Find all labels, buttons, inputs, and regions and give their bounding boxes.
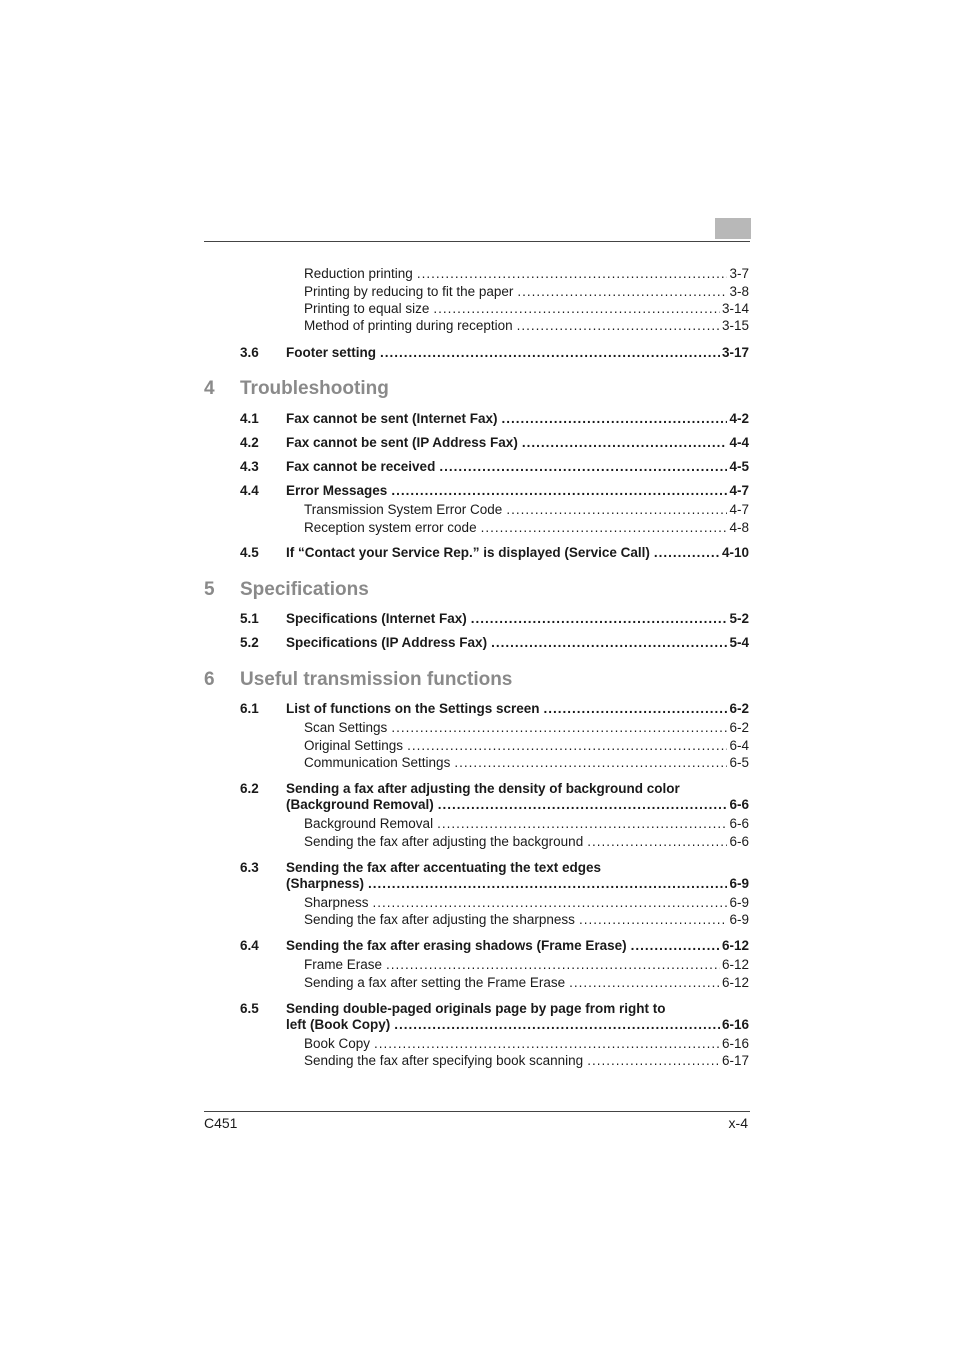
toc-entry-title: Specifications (IP Address Fax) (286, 635, 488, 650)
dot-leader (368, 876, 727, 891)
dot-leader (438, 797, 728, 812)
dot-leader (471, 611, 728, 626)
toc-entry-scan-settings[interactable] (304, 720, 749, 735)
toc-entry-title-line1: Sending a fax after adjusting the density of background color (286, 781, 680, 796)
toc-entry-set-frame-erase[interactable] (304, 975, 749, 990)
toc-entry-page: 6-9 (729, 895, 749, 910)
toc-entry-title: Sending the fax after erasing shadows (Frame Erase) (286, 938, 627, 953)
toc-section-6-2[interactable] (286, 797, 749, 812)
header-rule (204, 241, 750, 242)
toc-entry-page: 3-15 (721, 318, 749, 333)
dot-leader (373, 895, 728, 910)
toc-section-6-3[interactable] (286, 876, 749, 891)
section-number: 4.1 (240, 411, 259, 426)
dot-leader (439, 459, 727, 474)
toc-section-4-2[interactable] (286, 435, 749, 450)
toc-entry-print-during-reception[interactable] (304, 318, 749, 333)
section-number: 6.1 (240, 701, 259, 716)
toc-entry-title: Book Copy (304, 1036, 371, 1051)
toc-entry-transmission-error-code[interactable] (304, 502, 749, 517)
toc-entry-reception-error-code[interactable] (304, 520, 749, 535)
dot-leader (391, 483, 727, 498)
dot-leader (433, 301, 720, 316)
dot-leader (437, 816, 727, 831)
dot-leader (579, 912, 728, 927)
dot-leader (380, 345, 720, 360)
section-number: 6.5 (240, 1001, 259, 1016)
toc-entry-title: Method of printing during reception (304, 318, 513, 333)
toc-entry-title: Error Messages (286, 483, 388, 498)
toc-entry-sharpness[interactable] (304, 895, 749, 910)
dot-leader (587, 834, 727, 849)
toc-entry-title: Fax cannot be sent (Internet Fax) (286, 411, 498, 426)
section-number: 5.1 (240, 611, 259, 626)
toc-entry-title: If “Contact your Service Rep.” is displayed (Service Call) (286, 545, 650, 560)
footer-page-number: x-4 (728, 1115, 748, 1131)
toc-entry-page: 4-5 (729, 459, 749, 474)
toc-entry-title: Sending the fax after specifying book scanning (304, 1053, 584, 1068)
toc-entry-page: 5-4 (729, 635, 749, 650)
section-number: 4.4 (240, 483, 259, 498)
dot-leader (394, 1017, 720, 1032)
toc-entry-title: Sending a fax after setting the Frame Erase (304, 975, 566, 990)
chapter-number: 4 (204, 378, 215, 399)
dot-leader (544, 701, 728, 716)
toc-entry-communication-settings[interactable] (304, 755, 749, 770)
toc-entry-page: 6-12 (721, 938, 749, 953)
section-number: 6.3 (240, 860, 259, 875)
dot-leader (522, 435, 728, 450)
section-number: 4.3 (240, 459, 259, 474)
chapter-title: Troubleshooting (240, 378, 389, 399)
toc-section-6-5[interactable] (286, 1017, 749, 1032)
toc-entry-page: 6-12 (721, 975, 749, 990)
section-number: 3.6 (240, 345, 259, 360)
toc-entry-title: Fax cannot be received (286, 459, 436, 474)
toc-entry-title: Fax cannot be sent (IP Address Fax) (286, 435, 518, 450)
toc-entry-title-line1: Sending double-paged originals page by page from right to (286, 1001, 666, 1016)
toc-entry-page: 6-2 (729, 720, 749, 735)
toc-entry-title: (Background Removal) (286, 797, 434, 812)
toc-entry-page: 6-17 (721, 1053, 749, 1068)
chapter-title: Useful transmission functions (240, 669, 513, 690)
toc-section-4-1[interactable] (286, 411, 749, 426)
footer-model: C451 (204, 1115, 238, 1131)
dot-leader (517, 284, 727, 299)
toc-entry-title: Footer setting (286, 345, 376, 360)
dot-leader (481, 520, 728, 535)
toc-entry-title: Communication Settings (304, 755, 451, 770)
dot-leader (569, 975, 720, 990)
dot-leader (374, 1036, 720, 1051)
dot-leader (407, 738, 727, 753)
dot-leader (631, 938, 720, 953)
toc-entry-page: 6-5 (729, 755, 749, 770)
toc-entry-title: Transmission System Error Code (304, 502, 503, 517)
toc-entry-title: Frame Erase (304, 957, 383, 972)
toc-entry-title: Printing to equal size (304, 301, 430, 316)
toc-entry-frame-erase[interactable] (304, 957, 749, 972)
toc-entry-title: Reduction printing (304, 266, 413, 281)
chapter-number: 5 (204, 579, 215, 600)
toc-entry-title: Scan Settings (304, 720, 388, 735)
toc-entry-page: 6-16 (721, 1017, 749, 1032)
toc-entry-page: 4-10 (721, 545, 749, 560)
toc-entry-page: 4-7 (729, 502, 749, 517)
dot-leader (654, 545, 720, 560)
toc-section-6-4[interactable] (286, 938, 749, 953)
toc-entry-reduce-to-fit[interactable] (304, 284, 749, 299)
toc-entry-title: (Sharpness) (286, 876, 365, 891)
dot-leader (386, 957, 720, 972)
toc-entry-title: Sharpness (304, 895, 369, 910)
toc-entry-page: 3-17 (721, 345, 749, 360)
toc-entry-title: left (Book Copy) (286, 1017, 391, 1032)
toc-entry-title: Background Removal (304, 816, 434, 831)
toc-entry-equal-size[interactable] (304, 301, 749, 316)
dot-leader (391, 720, 727, 735)
toc-entry-page: 6-9 (729, 912, 749, 927)
toc-section-4-3[interactable] (286, 459, 749, 474)
toc-entry-page: 3-14 (721, 301, 749, 316)
footer-rule (204, 1111, 750, 1112)
toc-entry-page: 4-4 (729, 435, 749, 450)
toc-section-6-1[interactable] (286, 701, 749, 716)
toc-entry-page: 4-7 (729, 483, 749, 498)
toc-entry-page: 3-7 (729, 266, 749, 281)
toc-entry-book-scanning[interactable] (304, 1053, 749, 1068)
section-number: 4.2 (240, 435, 259, 450)
chapter-number: 6 (204, 669, 215, 690)
toc-entry-adjust-sharpness[interactable] (304, 912, 749, 927)
dot-leader (417, 266, 728, 281)
toc-entry-adjust-background[interactable] (304, 834, 749, 849)
toc-section-3-6[interactable] (286, 345, 749, 360)
toc-entry-book-copy[interactable] (304, 1036, 749, 1051)
dot-leader (454, 755, 727, 770)
dot-leader (506, 502, 727, 517)
section-number: 5.2 (240, 635, 259, 650)
toc-section-4-5[interactable] (286, 545, 749, 560)
toc-entry-title: Sending the fax after adjusting the background (304, 834, 584, 849)
toc-entry-title: Sending the fax after adjusting the sharpness (304, 912, 575, 927)
toc-section-5-1[interactable] (286, 611, 749, 626)
toc-entry-title: Printing by reducing to fit the paper (304, 284, 514, 299)
toc-entry-page: 6-6 (729, 834, 749, 849)
toc-entry-page: 6-4 (729, 738, 749, 753)
toc-entry-page: 6-12 (721, 957, 749, 972)
dot-leader (517, 318, 720, 333)
toc-entry-title: Original Settings (304, 738, 404, 753)
toc-section-5-2[interactable] (286, 635, 749, 650)
toc-entry-original-settings[interactable] (304, 738, 749, 753)
chapter-tab-marker (715, 218, 751, 239)
toc-entry-title-line1: Sending the fax after accentuating the text edges (286, 860, 602, 875)
dot-leader (502, 411, 728, 426)
toc-entry-title: Specifications (Internet Fax) (286, 611, 467, 626)
dot-leader (491, 635, 727, 650)
toc-entry-page: 5-2 (729, 611, 749, 626)
toc-entry-reduction-printing[interactable] (304, 266, 749, 281)
toc-entry-page: 4-8 (729, 520, 749, 535)
toc-entry-page: 6-16 (721, 1036, 749, 1051)
toc-entry-page: 6-6 (729, 816, 749, 831)
toc-entry-page: 6-2 (729, 701, 749, 716)
toc-entry-background-removal[interactable] (304, 816, 749, 831)
dot-leader (587, 1053, 720, 1068)
chapter-title: Specifications (240, 579, 369, 600)
toc-entry-title: List of functions on the Settings screen (286, 701, 540, 716)
toc-entry-page: 3-8 (729, 284, 749, 299)
toc-entry-page: 4-2 (729, 411, 749, 426)
toc-entry-title: Reception system error code (304, 520, 477, 535)
section-number: 6.4 (240, 938, 259, 953)
toc-entry-page: 6-9 (729, 876, 749, 891)
section-number: 6.2 (240, 781, 259, 796)
toc-section-4-4[interactable] (286, 483, 749, 498)
toc-entry-page: 6-6 (729, 797, 749, 812)
section-number: 4.5 (240, 545, 259, 560)
